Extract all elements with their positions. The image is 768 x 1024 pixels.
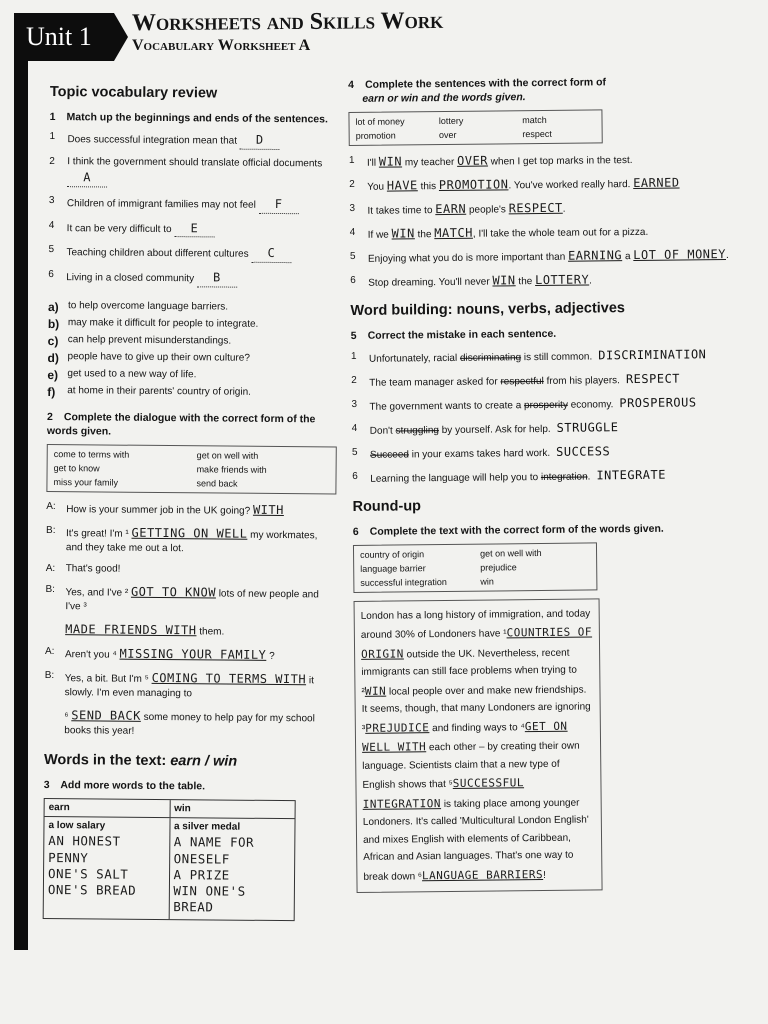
option-text: people have to give up their own culture? [67, 351, 250, 364]
item-number: 2 [351, 374, 357, 386]
item-text: Stop dreaming. You'll never [368, 276, 493, 290]
passage-text: local people over and make new friendships. It seems, though, that many Londoners are ignoring ³ [361, 684, 591, 735]
q1-item [49, 219, 339, 239]
q1-item [49, 155, 339, 189]
q4-item [350, 222, 755, 243]
q5-item [352, 465, 757, 486]
q2-number: 2 [46, 410, 53, 423]
dialogue-line [46, 524, 336, 558]
q4-items [349, 150, 755, 291]
page-title: Worksheets and Skills Work [131, 7, 444, 37]
option-letter: a) [47, 299, 59, 315]
option-text: get used to a new way of life. [67, 368, 197, 381]
q3-number: 3 [43, 779, 50, 792]
handwritten-answer: GOT TO KNOW [130, 585, 217, 600]
item-text: The government wants to create a [369, 399, 525, 413]
item-number: 3 [349, 203, 356, 215]
earn-seed: a low salary [48, 820, 106, 832]
q4-instruction-a: Complete the sentences with the correct form of [364, 76, 607, 91]
item-text: the [414, 229, 435, 241]
speaker: A: [46, 501, 56, 513]
dialogue-text: How is your summer job in the UK going? [66, 504, 254, 518]
handwritten-answer: A NAME FOR ONESELF [173, 834, 255, 867]
speaker: A: [44, 646, 55, 658]
handwritten-answer: LOT OF MONEY [633, 247, 727, 263]
dialogue-text: Yes, a bit. But I'm ⁵ [64, 673, 152, 686]
dialogue-text: some money to help pay for my school books this year! [64, 712, 315, 738]
option-text: may make it difficult for people to integrate. [67, 317, 259, 330]
word-box-item: country of origin [360, 548, 425, 560]
handwritten-answer: WIN ONE'S BREAD [173, 883, 246, 915]
handwritten-answer: MADE FRIENDS WITH [65, 622, 197, 638]
win-cell [169, 819, 294, 920]
item-text: It takes time to [367, 205, 436, 218]
option-text: to help overcome language barriers. [67, 300, 229, 313]
dialogue-text: lots of new people and I've ³ [65, 588, 319, 613]
unit-arrow-shape [114, 13, 128, 61]
handwritten-answer: A PRIZE [173, 867, 230, 883]
item-number: 6 [350, 275, 356, 287]
item-text: from his players. [543, 374, 620, 387]
q3-table-body [44, 817, 295, 919]
q1-option [47, 368, 337, 382]
item-text: when I get top marks in the test. [487, 155, 633, 168]
q1-option [48, 317, 338, 331]
item-text: this [417, 181, 439, 193]
word-box-item: come to terms with [53, 449, 130, 461]
crossed-word: Succeed [369, 448, 409, 461]
q1-number: 1 [49, 110, 56, 124]
item-text: Learning the language will help you to [370, 471, 541, 485]
word-box-item: lot of money [355, 116, 405, 128]
dialogue-line [45, 621, 335, 641]
q1-items [48, 130, 339, 288]
word-box-item: prejudice [480, 561, 517, 573]
dialogue-line [45, 583, 335, 617]
q5-instruction: Correct the mistake in each sentence. [367, 328, 557, 343]
crossed-word: integration [540, 471, 588, 483]
word-box-item: language barrier [360, 562, 426, 574]
q5-item [352, 441, 757, 462]
q2-heading [47, 410, 337, 441]
q4-item [349, 198, 754, 219]
passage-text: ! [543, 869, 546, 881]
handwritten-answer: PROMOTION [438, 177, 509, 193]
q4-instruction-b: earn or win and the words given. [362, 91, 526, 106]
item-number: 3 [351, 398, 358, 410]
handwritten-answer: MISSING YOUR FAMILY [119, 646, 267, 663]
option-letter: c) [47, 333, 59, 349]
handwritten-answer: LOTTERY [534, 272, 590, 288]
page-subtitle: Vocabulary Worksheet A [132, 37, 311, 54]
win-seed: a silver medal [173, 821, 241, 834]
roundup-heading: Round-up [352, 497, 422, 515]
word-box-item: promotion [355, 130, 396, 142]
q1-option [48, 334, 338, 348]
dialogue-text: it slowly. I'm even managing to [64, 675, 314, 700]
handwritten-answer: RESPECT [508, 201, 563, 216]
q1-options [47, 300, 338, 399]
q2-instruction: Complete the dialogue with the correct form of the words given. [46, 411, 316, 438]
handwritten-answer: WIN [391, 226, 415, 241]
word-box-item: over [438, 130, 457, 141]
q4-heading [348, 74, 753, 107]
item-number: 5 [48, 244, 55, 256]
item-text: my teacher [402, 157, 458, 169]
item-text: in your exams takes hard work. [408, 447, 551, 460]
passage-text: is taking place among younger Londoners. It's called 'Multicultural London English' and mixes English with elements of Caribbean, African and Asian languages. That's one way to break down ⁶ [362, 797, 589, 883]
q1-item [49, 130, 339, 150]
q2-word-box [46, 444, 336, 495]
item-text: You [367, 181, 387, 194]
q6-text-box [354, 598, 603, 893]
handwritten-answer: STRUGGLE [556, 419, 619, 435]
q3-heading [44, 778, 334, 795]
option-letter: d) [47, 350, 59, 366]
handwritten-answer: ONE'S SALT [47, 865, 129, 882]
item-text: . [587, 470, 591, 483]
q1-option [48, 300, 338, 314]
col-earn: earn [45, 799, 171, 817]
item-text: Teaching children about different cultures [66, 247, 252, 261]
words-heading [44, 752, 334, 771]
passage-text: London has a long history of immigration, and today around 30% of Londoners have ¹ [360, 608, 591, 642]
handwritten-answer: DISCRIMINATION [598, 346, 707, 362]
option-letter: f) [47, 384, 56, 400]
handwritten-answer: GETTING ON WELL [131, 526, 248, 542]
handwritten-answer: WIN [492, 273, 516, 288]
crossed-word: struggling [395, 424, 439, 437]
item-number: 2 [49, 155, 55, 168]
crossed-word: prosperity [523, 399, 568, 411]
option-letter: e) [47, 367, 59, 383]
handwritten-answer: GET ON WELL WITH [362, 719, 568, 755]
option-letter: b) [47, 316, 60, 332]
crossed-word: discriminating [459, 351, 522, 364]
q6-heading [353, 520, 758, 538]
item-number: 4 [351, 422, 358, 434]
handwritten-answer: INTEGRATE [596, 467, 667, 482]
word-building-heading: Word building: nouns, verbs, adjectives [350, 300, 626, 320]
dialogue-line [45, 645, 335, 665]
handwritten-answer: F [259, 196, 299, 214]
option-text: at home in their parents' country of origin. [67, 385, 251, 398]
word-box-item: lottery [438, 116, 464, 127]
item-text: Don't [369, 425, 396, 437]
handwritten-answer: COMING TO TERMS WITH [151, 671, 307, 687]
q2-dialogue [44, 500, 336, 741]
speaker: B: [44, 670, 55, 682]
word-box-item: successful integration [360, 576, 447, 588]
speaker: B: [45, 584, 56, 596]
handwritten-answer: RESPECT [625, 371, 681, 386]
dialogue-line [45, 669, 335, 703]
q6-number: 6 [352, 525, 359, 538]
handwritten-answer: ONE'S BREAD [47, 882, 137, 899]
dialogue-text: It's great! I'm ¹ [65, 528, 132, 541]
dialogue-text: them. [196, 626, 225, 638]
q4-item [349, 174, 754, 195]
handwritten-answer: OVER [457, 153, 489, 169]
item-text: people's [466, 204, 509, 217]
words-heading-a: Words in the text: [43, 752, 167, 770]
item-text: Unfortunately, racial [368, 352, 461, 365]
handwritten-answer: LANGUAGE BARRIERS [421, 867, 544, 882]
crossed-word: respectful [500, 375, 544, 387]
words-heading-b: earn / win [170, 753, 238, 770]
handwritten-answer: A [67, 169, 107, 187]
q5-items [351, 345, 757, 486]
item-number: 5 [351, 446, 358, 458]
q6-instruction: Complete the text with the correct form of the words given. [369, 522, 664, 538]
q1-option [48, 351, 338, 365]
item-text: I think the government should translate official documents [67, 156, 323, 170]
item-text: by yourself. Ask for help. [438, 423, 551, 436]
item-text: Enjoying what you do is more important than [367, 252, 569, 266]
left-column [43, 78, 340, 921]
dialogue-text: ? [266, 651, 275, 663]
handwritten-answer: C [251, 245, 291, 263]
speaker: A: [45, 563, 56, 575]
dialogue-text: Yes, and I've ² [65, 587, 132, 600]
handwritten-answer: EARNED [633, 175, 680, 191]
item-text: I'll [366, 158, 379, 170]
item-text: is still common. [521, 350, 593, 363]
item-number: 6 [48, 269, 54, 281]
passage-text: each other – by creating their own language. Scientists claim that a new type of English shows that ⁵ [362, 740, 580, 792]
q1-heading [50, 110, 340, 127]
handwritten-answer: E [174, 220, 214, 238]
word-box-item: respect [522, 129, 552, 140]
handwritten-answer: SUCCESS [556, 443, 611, 459]
handwritten-answer: D [240, 132, 280, 150]
q4-item [350, 246, 755, 267]
item-text: economy. [567, 398, 614, 411]
dialogue-text: ⁶ [64, 711, 72, 723]
item-text: the [515, 276, 536, 288]
option-text: can help prevent misunderstandings. [67, 334, 232, 347]
item-text: If we [367, 229, 392, 242]
passage-text: and finding ways to ⁴ [429, 721, 525, 734]
q3-table [43, 798, 296, 920]
item-number: 1 [49, 131, 56, 143]
item-text: Children of immigrant families may not feel [66, 197, 259, 211]
q4-word-box [348, 110, 602, 147]
item-number: 5 [349, 251, 356, 263]
handwritten-answer: HAVE [386, 178, 418, 193]
q4-item [349, 150, 754, 171]
word-box-item: get on well with [479, 547, 542, 559]
margin-bar [14, 60, 28, 950]
q4-item [350, 270, 755, 291]
q5-item [351, 393, 756, 414]
item-text: , I'll take the whole team out for a pizza. [472, 227, 649, 241]
dialogue-text: my workmates, and they take me out a lot. [65, 530, 318, 555]
item-text: Living in a closed community [66, 272, 197, 285]
handwritten-answer: AN HONEST PENNY [48, 833, 121, 866]
item-text: The team manager asked for [369, 375, 501, 389]
handwritten-answer: PREJUDICE [365, 720, 430, 735]
q5-item [351, 345, 756, 366]
q3-instruction: Add more words to the table. [60, 779, 206, 793]
passage-text: outside the UK. Nevertheless, recent immigrants can still face problems when trying to ² [361, 647, 577, 698]
handwritten-answer: PROSPEROUS [619, 394, 697, 410]
item-number: 1 [348, 155, 355, 167]
q1-option [47, 385, 337, 399]
word-box-item: win [480, 576, 494, 587]
word-box-item: match [522, 115, 547, 126]
topic-heading: Topic vocabulary review [49, 83, 218, 102]
q1-item [48, 243, 338, 263]
item-text: Does successful integration mean that [67, 134, 240, 147]
q1-instruction: Match up the beginnings and ends of the sentences. [66, 111, 328, 126]
item-text: . [589, 275, 592, 287]
q1-item [48, 268, 338, 288]
q3-table-header [45, 799, 295, 819]
q6-word-box [353, 542, 597, 593]
item-text: . You've worked really hard. [508, 179, 634, 192]
q5-item [351, 369, 756, 390]
handwritten-answer: WITH [252, 503, 284, 518]
dialogue-line [46, 500, 336, 520]
handwritten-answer: WIN [364, 684, 387, 698]
item-text: a [622, 251, 634, 263]
q4-number: 4 [348, 78, 355, 91]
word-box-item: send back [196, 478, 238, 489]
handwritten-answer: WIN [378, 154, 403, 170]
word-box-item: make friends with [196, 464, 267, 476]
item-text: . [562, 204, 566, 216]
item-number: 3 [48, 194, 55, 206]
dialogue-line [46, 562, 336, 579]
handwritten-answer: SUCCESSFUL INTEGRATION [362, 776, 525, 811]
handwritten-answer: EARNING [567, 248, 623, 264]
q5-number: 5 [350, 330, 357, 343]
handwritten-answer: COUNTRIES OF ORIGIN [361, 625, 593, 661]
item-number: 4 [349, 227, 356, 239]
dialogue-line [44, 707, 334, 741]
speaker: B: [46, 525, 56, 537]
q5-heading [351, 325, 756, 343]
dialogue-text: Aren't you ⁴ [64, 649, 120, 661]
q1-item [49, 194, 339, 214]
item-number: 4 [48, 219, 55, 231]
col-win: win [174, 803, 191, 815]
earn-cell [44, 817, 170, 918]
item-text: . [725, 250, 729, 262]
word-box-item: get on well with [196, 450, 259, 462]
handwritten-answer: B [197, 269, 237, 287]
handwritten-answer: MATCH [434, 226, 473, 241]
dialogue-text: That's good! [65, 563, 121, 575]
item-number: 6 [352, 470, 358, 482]
item-number: 1 [350, 350, 357, 362]
handwritten-answer: EARN [435, 202, 467, 217]
handwritten-answer: SEND BACK [71, 708, 141, 724]
unit-label: Unit 1 [14, 13, 114, 61]
right-column [348, 68, 762, 893]
q5-item [352, 417, 757, 438]
item-text: It can be very difficult to [66, 222, 175, 235]
word-box-item: get to know [53, 463, 100, 474]
word-box-item: miss your family [53, 477, 119, 488]
item-number: 2 [349, 179, 355, 191]
